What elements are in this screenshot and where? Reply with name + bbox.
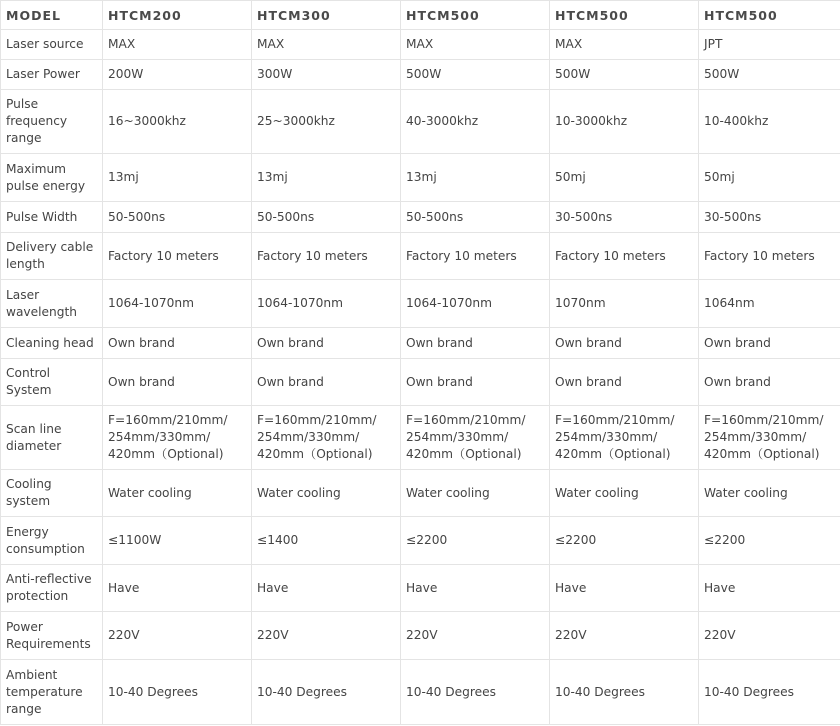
table-cell: 1064-1070nm [103, 280, 252, 328]
table-cell: 40-3000khz [401, 90, 550, 154]
table-cell: Own brand [252, 359, 401, 406]
table-cell: 1064nm [699, 280, 840, 328]
table-cell: Factory 10 meters [252, 233, 401, 280]
row-label-cell: Cooling system [1, 470, 103, 517]
table-row [1, 359, 840, 406]
table-cell: ≤2200 [401, 517, 550, 565]
table-row [1, 280, 840, 328]
table-cell: 10-40 Degrees [699, 660, 840, 725]
table-cell: 16~3000khz [103, 90, 252, 154]
row-label-cell: Anti-reflective protection [1, 565, 103, 612]
table-cell: 500W [401, 60, 550, 90]
table-cell: 13mj [401, 154, 550, 202]
row-label-cell: Energy consumption [1, 517, 103, 565]
table-cell: Have [252, 565, 401, 612]
table-cell: 50mj [550, 154, 699, 202]
table-cell: F=160mm/210mm/ 254mm/330mm/ 420mm（Optional) [103, 406, 252, 470]
table-cell: 50-500ns [103, 202, 252, 233]
table-cell: Have [699, 565, 840, 612]
table-cell: MAX [550, 30, 699, 60]
header-cell-model: MODEL [1, 1, 103, 30]
table-cell: 10-40 Degrees [401, 660, 550, 725]
table-cell: 1064-1070nm [252, 280, 401, 328]
table-cell: Have [401, 565, 550, 612]
row-label-cell: Power Requirements [1, 612, 103, 660]
table-cell: 50mj [699, 154, 840, 202]
table-cell: Own brand [550, 328, 699, 359]
table-cell: Have [550, 565, 699, 612]
table-cell: F=160mm/210mm/ 254mm/330mm/ 420mm（Optional) [252, 406, 401, 470]
row-label-cell: Delivery cable length [1, 233, 103, 280]
table-cell: ≤2200 [550, 517, 699, 565]
table-cell: 220V [699, 612, 840, 660]
table-cell: ≤1400 [252, 517, 401, 565]
table-cell: Own brand [401, 359, 550, 406]
table-cell: Factory 10 meters [550, 233, 699, 280]
table-cell: 13mj [103, 154, 252, 202]
table-cell: ≤1100W [103, 517, 252, 565]
table-row [1, 612, 840, 660]
table-cell: 300W [252, 60, 401, 90]
table-cell: 30-500ns [699, 202, 840, 233]
table-row [1, 60, 840, 90]
table-cell: 10-40 Degrees [550, 660, 699, 725]
table-row [1, 202, 840, 233]
header-cell-htcm500-b: HTCM500 [550, 1, 699, 30]
table-cell: Water cooling [699, 470, 840, 517]
table-cell: MAX [252, 30, 401, 60]
table-cell: 50-500ns [401, 202, 550, 233]
row-label-cell: Laser wavelength [1, 280, 103, 328]
header-cell-htcm300: HTCM300 [252, 1, 401, 30]
table-cell: 50-500ns [252, 202, 401, 233]
row-label-cell: Laser source [1, 30, 103, 60]
table-cell: F=160mm/210mm/ 254mm/330mm/ 420mm（Optional) [401, 406, 550, 470]
table-cell: 30-500ns [550, 202, 699, 233]
table-cell: Water cooling [252, 470, 401, 517]
row-label-cell: Cleaning head [1, 328, 103, 359]
table-cell: F=160mm/210mm/ 254mm/330mm/ 420mm（Optional) [550, 406, 699, 470]
header-row [1, 1, 840, 30]
table-cell: Water cooling [401, 470, 550, 517]
table-cell: F=160mm/210mm/ 254mm/330mm/ 420mm（Optional) [699, 406, 840, 470]
table-cell: 13mj [252, 154, 401, 202]
table-cell: Factory 10 meters [699, 233, 840, 280]
table-cell: 10-400khz [699, 90, 840, 154]
table-row [1, 30, 840, 60]
table-cell: 10-3000khz [550, 90, 699, 154]
table-cell: Water cooling [550, 470, 699, 517]
header-cell-htcm500-a: HTCM500 [401, 1, 550, 30]
table-cell: 220V [550, 612, 699, 660]
table-cell: 500W [550, 60, 699, 90]
table-row [1, 328, 840, 359]
table-cell: Own brand [699, 328, 840, 359]
table-cell: 1070nm [550, 280, 699, 328]
table-cell: Own brand [103, 328, 252, 359]
table-row [1, 517, 840, 565]
table-row [1, 154, 840, 202]
row-label-cell: Scan line diameter [1, 406, 103, 470]
row-label-cell: Control System [1, 359, 103, 406]
header-cell-htcm500-c: HTCM500 [699, 1, 840, 30]
table-cell: Own brand [252, 328, 401, 359]
table-row [1, 233, 840, 280]
table-row [1, 406, 840, 470]
table-row [1, 90, 840, 154]
table-cell: 10-40 Degrees [252, 660, 401, 725]
table-cell: MAX [401, 30, 550, 60]
table-cell: JPT [699, 30, 840, 60]
row-label-cell: Pulse frequency range [1, 90, 103, 154]
spec-table-body [1, 30, 840, 725]
table-cell: 500W [699, 60, 840, 90]
header-cell-htcm200: HTCM200 [103, 1, 252, 30]
table-row [1, 565, 840, 612]
table-cell: Own brand [401, 328, 550, 359]
row-label-cell: Laser Power [1, 60, 103, 90]
table-cell: 200W [103, 60, 252, 90]
row-label-cell: Pulse Width [1, 202, 103, 233]
table-cell: 25~3000khz [252, 90, 401, 154]
table-cell: Own brand [103, 359, 252, 406]
table-cell: Own brand [550, 359, 699, 406]
table-cell: 220V [252, 612, 401, 660]
table-cell: MAX [103, 30, 252, 60]
table-cell: 220V [401, 612, 550, 660]
table-row [1, 660, 840, 725]
table-cell: ≤2200 [699, 517, 840, 565]
table-cell: Own brand [699, 359, 840, 406]
table-cell: Have [103, 565, 252, 612]
table-cell: 220V [103, 612, 252, 660]
table-cell: Water cooling [103, 470, 252, 517]
table-cell: 10-40 Degrees [103, 660, 252, 725]
row-label-cell: Maximum pulse energy [1, 154, 103, 202]
table-cell: 1064-1070nm [401, 280, 550, 328]
row-label-cell: Ambient temperature range [1, 660, 103, 725]
table-cell: Factory 10 meters [103, 233, 252, 280]
table-row [1, 470, 840, 517]
table-cell: Factory 10 meters [401, 233, 550, 280]
